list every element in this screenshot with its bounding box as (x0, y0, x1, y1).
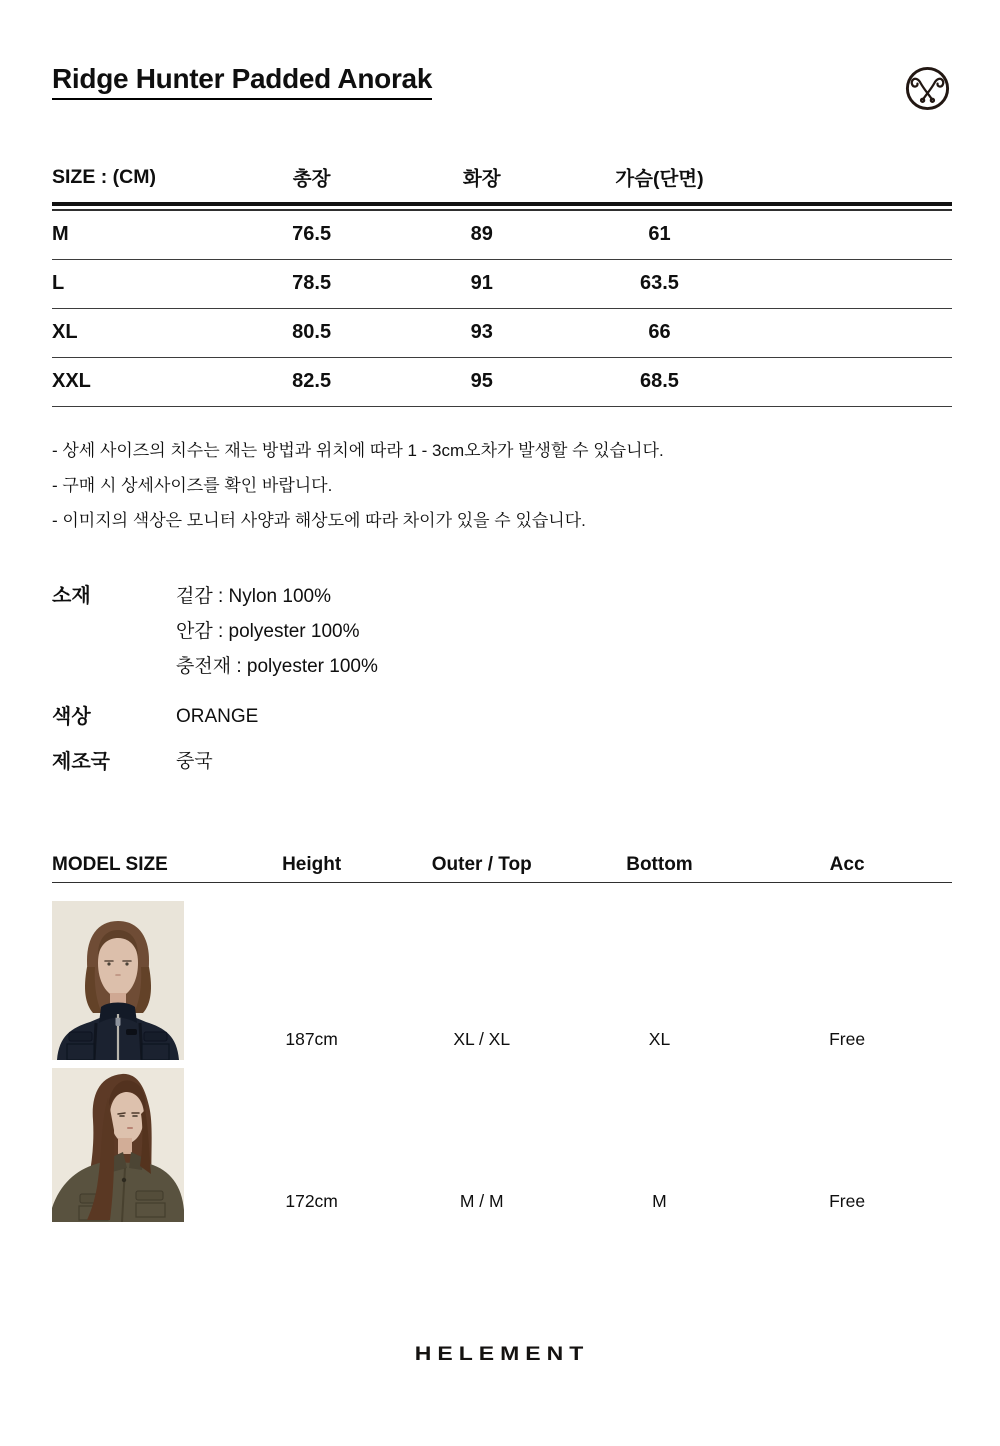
total-length-value: 76.5 (292, 223, 332, 245)
model-row-female (52, 1060, 952, 1222)
size-label: XXL (52, 370, 91, 392)
size-label: XL (52, 321, 78, 343)
note-line-2: - 구매 시 상세사이즈를 확인 바랍니다. (52, 475, 333, 495)
model-bottom: XL (648, 1029, 671, 1049)
origin-row (52, 748, 952, 776)
chest-value: 63.5 (640, 272, 679, 294)
material-lining: 안감 : polyester 100% (176, 620, 360, 642)
material-shell: 겉감 : Nylon 100% (176, 585, 331, 607)
size-label: M (52, 223, 69, 245)
total-length-value: 78.5 (292, 272, 332, 294)
origin-label: 제조국 (52, 750, 110, 773)
material-values (176, 579, 952, 684)
note-line-1: - 상세 사이즈의 치수는 재는 방법과 위치에 따라 1 - 3cm오차가 발생할 수 있습니다. (52, 440, 664, 460)
model-table-header-row (52, 848, 952, 882)
size-table-row-m (52, 211, 952, 260)
size-table-header-chest: 가슴(단면) (615, 168, 704, 190)
model-height: 187cm (285, 1029, 338, 1049)
size-table-header-total-length: 총장 (292, 168, 331, 190)
sleeve-value: 95 (470, 370, 493, 392)
product-details (52, 579, 952, 776)
acc-header: Acc (829, 853, 865, 875)
model-size-table (52, 848, 952, 1223)
size-table-row-xxl (52, 358, 952, 407)
color-row (52, 703, 952, 731)
material-row (52, 579, 952, 684)
height-header: Height (282, 853, 342, 875)
sleeve-value: 91 (470, 272, 493, 294)
total-length-value: 80.5 (292, 321, 332, 343)
color-label: 색상 (52, 705, 91, 728)
model-outer-top: XL / XL (453, 1029, 511, 1049)
material-padding: 충전재 : polyester 100% (176, 655, 378, 677)
size-label: L (52, 272, 65, 294)
outer-top-header: Outer / Top (431, 853, 532, 875)
note-line-3: - 이미지의 색상은 모니터 사양과 해상도에 따라 차이가 있을 수 있습니다. (52, 510, 586, 530)
total-length-value: 82.5 (292, 370, 332, 392)
size-table-row-xl (52, 309, 952, 358)
model-acc: Free (829, 1191, 866, 1211)
product-title: Ridge Hunter Padded Anorak (52, 62, 432, 100)
size-table-row-l (52, 260, 952, 309)
page-footer (52, 1340, 952, 1367)
bottom-header: Bottom (626, 853, 693, 875)
model-outer-top: M / M (459, 1191, 504, 1211)
size-table (52, 152, 952, 407)
model-row-male (52, 883, 952, 1060)
sleeve-value: 89 (470, 223, 493, 245)
model-height: 172cm (285, 1191, 338, 1211)
chest-value: 61 (648, 223, 671, 245)
model-photo-female (52, 1068, 184, 1222)
origin-value: 중국 (176, 750, 213, 772)
size-notes (52, 433, 952, 538)
chest-value: 66 (648, 321, 671, 343)
size-table-header-sleeve: 화장 (462, 168, 501, 190)
page-header (52, 62, 952, 106)
chest-value: 68.5 (640, 370, 679, 392)
model-acc: Free (829, 1029, 866, 1049)
material-label: 소재 (52, 584, 91, 607)
brand-wordmark: HELEMENT (414, 1342, 590, 1364)
size-table-header-row (52, 152, 952, 202)
model-photo-male (52, 901, 184, 1060)
color-value: ORANGE (176, 705, 259, 727)
crossed-fish-hooks-logo-icon (903, 62, 952, 113)
size-table-header-size: SIZE : (CM) (52, 165, 156, 188)
sleeve-value: 93 (470, 321, 493, 343)
model-bottom: M (652, 1191, 667, 1211)
model-size-header: MODEL SIZE (52, 853, 168, 875)
